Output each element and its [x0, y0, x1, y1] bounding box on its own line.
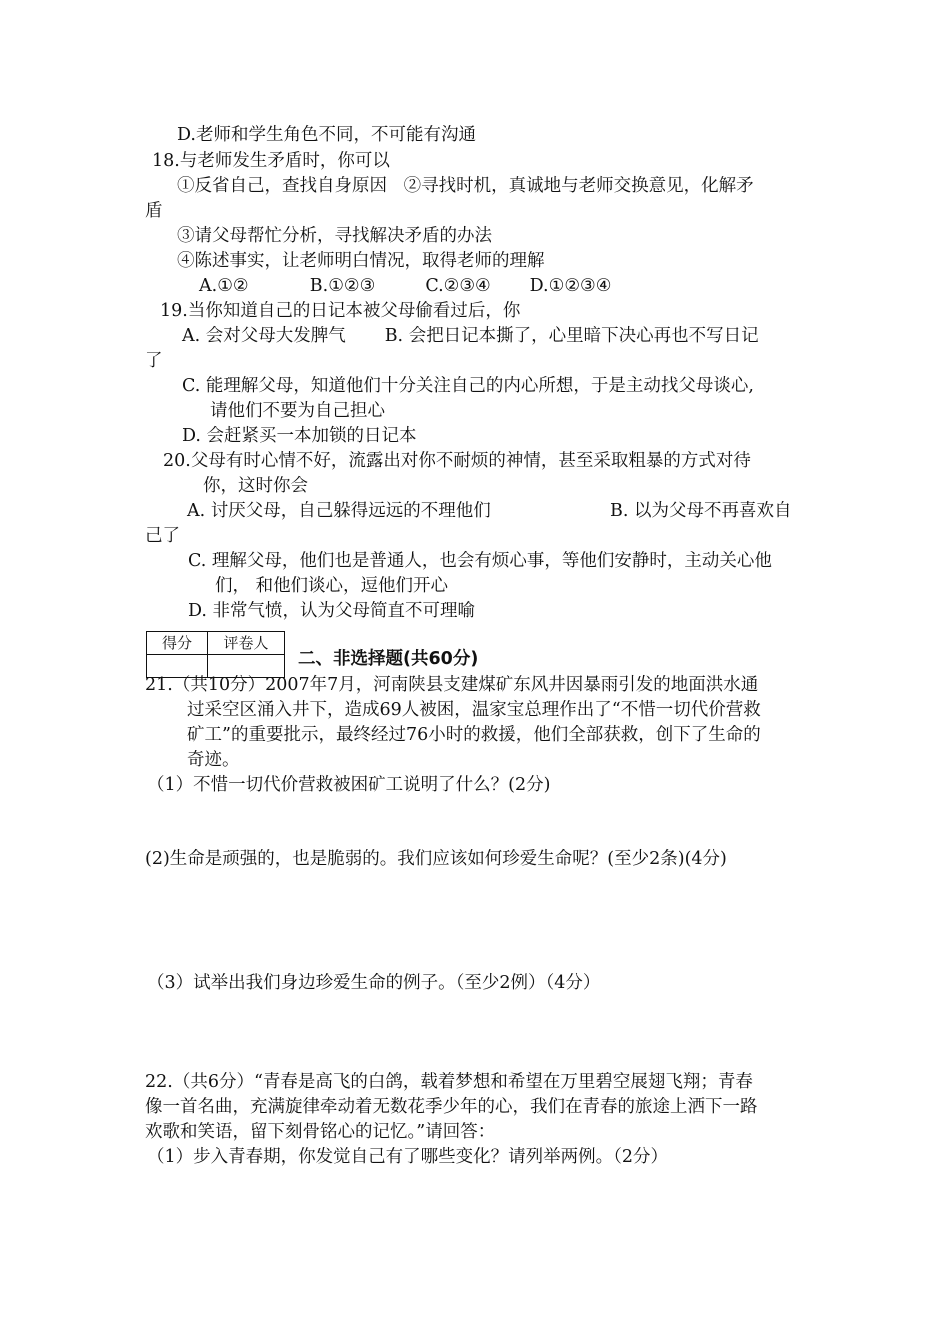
q21-intro-line2: 过采空区涌入井下，造成69人被困，温家宝总理作出了“不惜一切代价营救: [187, 700, 761, 720]
q21-subquestion-3: （3）试举出我们身边珍爱生命的例子。（至少2例）（4分）: [147, 973, 601, 993]
q21-subquestion-1: （1）不惜一切代价营救被困矿工说明了什么？(2分): [147, 775, 551, 795]
q21-intro-line3: 矿工”的重要批示，最终经过76小时的救援，他们全部获救，创下了生命的: [187, 725, 761, 745]
q18-statement-4: ④陈述事实，让老师明白情况，取得老师的理解: [177, 251, 545, 271]
score-table: [146, 631, 285, 678]
q18-statement-1: ①反省自己，查找自身原因 ②寻找时机，真诚地与老师交换意见，化解矛: [177, 176, 754, 196]
q19-stem: 19.当你知道自己的日记本被父母偷看过后，你: [160, 301, 521, 321]
q17-option-d: D.老师和学生角色不同，不可能有沟通: [177, 125, 476, 145]
q19-option-c-line2: 请他们不要为自己担心: [210, 401, 385, 421]
q20-option-a: A. 讨厌父母，自己躲得远远的不理他们: [187, 501, 491, 521]
q19-options-ab: A. 会对父母大发脾气 B. 会把日记本撕了，心里暗下决心再也不写日记: [182, 326, 759, 346]
q20-option-b-wrap: 己了: [145, 526, 180, 546]
q20-option-d: D. 非常气愤，认为父母简直不可理喻: [188, 601, 476, 621]
q20-option-c-line2: 们， 和他们谈心，逗他们开心: [215, 576, 449, 596]
q20-stem-line1: 20.父母有时心情不好，流露出对你不耐烦的神情，甚至采取粗暴的方式对待: [163, 451, 751, 471]
q20-option-b: B. 以为父母不再喜欢自: [610, 501, 792, 521]
q22-intro-line3: 欢歌和笑语，留下刻骨铭心的记忆。”请回答：: [145, 1122, 496, 1142]
q18-options: A.①② B.①②③ C.②③④ D.①②③④: [199, 276, 612, 296]
section-2-title: 二、非选择题(共60分): [298, 649, 479, 669]
q20-option-c-line1: C. 理解父母，他们也是普通人，也会有烦心事，等他们安静时，主动关心他: [188, 551, 772, 571]
q20-stem-line2: 你，这时你会: [203, 476, 308, 496]
grader-header: 评卷人: [208, 632, 285, 655]
q18-statement-1-wrap: 盾: [145, 201, 163, 221]
q22-intro-line2: 像一首名曲，充满旋律牵动着无数花季少年的心，我们在青春的旅途上洒下一路: [145, 1097, 758, 1117]
q19-options-ab-wrap: 了: [145, 351, 163, 371]
q22-subquestion-1: （1）步入青春期，你发觉自己有了哪些变化？请列举两例。（2分）: [147, 1147, 669, 1167]
q21-intro-line4: 奇迹。: [187, 750, 240, 770]
q18-stem: 18.与老师发生矛盾时，你可以: [152, 151, 390, 171]
q19-option-c-line1: C. 能理解父母，知道他们十分关注自己的内心所想，于是主动找父母谈心,: [182, 376, 754, 396]
q21-intro-line1: 21.（共10分）2007年7月，河南陕县支建煤矿东风井因暴雨引发的地面洪水通: [145, 675, 759, 695]
q22-intro-line1: 22.（共6分）“青春是高飞的白鸽，载着梦想和希望在万里碧空展翅飞翔；青春: [145, 1072, 753, 1092]
score-header: 得分: [147, 632, 208, 655]
q19-option-d: D. 会赶紧买一本加锁的日记本: [182, 426, 417, 446]
q18-statement-3: ③请父母帮忙分析，寻找解决矛盾的办法: [177, 226, 492, 246]
q21-subquestion-2: (2)生命是顽强的，也是脆弱的。我们应该如何珍爱生命呢？(至少2条)(4分): [145, 849, 727, 869]
